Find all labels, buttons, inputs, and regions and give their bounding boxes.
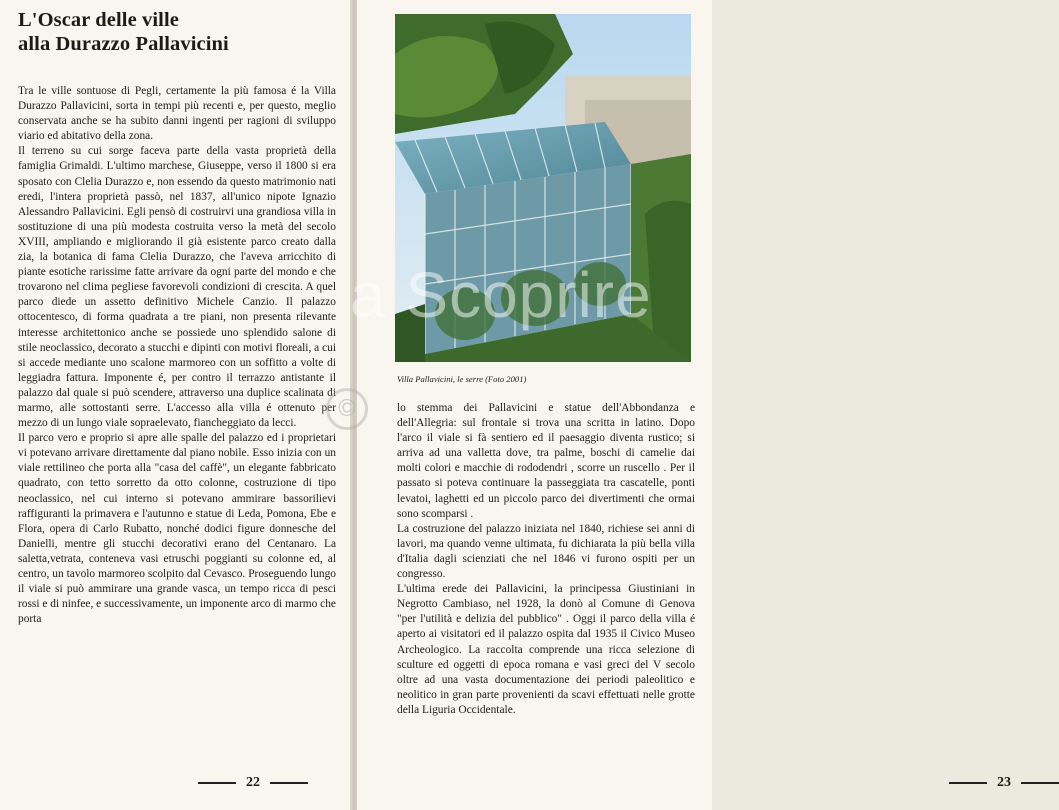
left-body-text <box>18 84 336 756</box>
right-paragraph-3: L'ultima erede dei Pallavicini, la principessa Giustiniani in Negrotto Cambiaso, nel 1928, la donò al Comune di Genova "per l'utilità e delizia del pubblico" . Oggi il parco della villa é aperto ai visitatori ed il palazzo ospita dal 1935 il Civico Museo Archeologico. La raccolta comprende una ricca selezione di sculture ed oggetti di epoca romana e vasi greci del V secolo oltre ad una vasta documentazione dei periodi paleolitico e neolitico in gran parte provenienti da scavi effettuati nelle grotte della Liguria Occidentale. <box>397 583 695 716</box>
horizontal-rule-icon <box>949 782 987 784</box>
horizontal-rule-icon <box>270 782 308 784</box>
photo-caption: Villa Pallavicini, le serre (Foto 2001) <box>397 374 527 384</box>
right-page <box>357 0 1011 810</box>
right-paragraph-2: La costruzione del palazzo iniziata nel 1840, richiese sei anni di lavori, ma quando venne ultimata, fu dichiarata la più bella villa d'Italia dagli scienziati che nel 1846 vi furono ospiti per un congresso. <box>397 522 695 581</box>
left-page <box>0 0 352 810</box>
left-paragraph-3: Il parco vero e proprio si apre alle spalle del palazzo ed i proprietari vi potevano arrivare direttamente dal piano nobile. Esso inizia con un viale rettilineo che porta alla "casa del caffè", un elegante fabbricato quadrato, con tetto sorretto da otto colonne, costruzione di tipo neoclassico, nel cui interno si potevano ammirare bassorilievi raffiguranti la primavera e l'autunno e statue di Leda, Pomona, Ebe e Flora, opera di Carlo Rubatto, nonché dodici figure donnesche del Danielli, mentre gli stucchi decorativi erano del Centanaro. La saletta,vetrata, conteneva vasi etruschi poggianti su colonne ed, al centro, un tavolo marmoreo scolpito dal Cevasco. Proseguendo lungo il viale si può ammirare una grande vasca, un tempo ricca di pesci rossi e di ninfee, e successivamente, un imponente arco di marmo che porta <box>18 432 336 626</box>
title-line-2: alla Durazzo Pallavicini <box>18 33 229 55</box>
horizontal-rule-icon <box>1021 782 1059 784</box>
watermark-text: a Scoprire <box>350 259 652 331</box>
right-body-text <box>397 401 695 753</box>
horizontal-rule-icon <box>198 782 236 784</box>
right-paragraph-1: lo stemma dei Pallavicini e statue dell'Abbondanza e dell'Allegria: sul frontale si trova una scritta in latino. Dopo l'arco il viale si fà sentiero ed il paesaggio diventa rustico; si arriva ad una valletta dove, tra palme, boschi di camelie dai molti colori e macchie di rododendri , scorre un ruscello . Per il passato si poteva continuare la passeggiata tra cascatelle, ponti levatoi, laghetti ed un piccolo parco dei divertimenti che ormai sono scomparsi . <box>397 402 695 520</box>
greenhouse-illustration <box>395 14 691 362</box>
title-line-1: L'Oscar delle ville <box>18 9 179 31</box>
right-folio <box>949 772 1059 794</box>
copyright-icon: © <box>326 388 368 430</box>
right-page-number: 23 <box>997 775 1011 790</box>
left-paragraph-2: Il terreno su cui sorge faceva parte della vasta proprietà della famiglia Grimaldi. L'ultimo marchese, Giuseppe, verso il 1800 si era sposato con Clelia Durazzo e, non essendo da questo matrimonio nati eredi, l'intera proprietà passò, nel 1837, all'unico nipote Ignazio Alessandro Pallavicini. Egli pensò di costruirvi una grandiosa villa in sostituzione di una più modesta costruita verso la metà del secolo XVIII, ampliando e migliorando il già esistente parco creato dalla zia, la botanica di fama Clelia Durazzo, che l'aveva arricchito di piante esotiche rarissime fatte arrivare da ogni parte del mondo e che trovarono nel clima pegliese favorevoli condizioni di crescita. A quel parco diede un assetto definitivo Michele Canzio. Il palazzo ottocentesco, di forma quadrata a tre piani, non presenta rilevante interesse architettonico anche se possiede uno splendido salone di stile neoclassico, decorato a stucchi e dipinti con motivi floreali, a cui si accede mediante uno scalone marmoreo con un soffitto a volte di leggiadra fattura. Imponente é, per contro il terrazzo antistante il palazzo dal quale si può scendere, attraverso una duplice scalinata di marmo, alle sottostanti serre. L'accesso alla villa é ottenuto per mezzo di un lungo viale sopraelevato, fiancheggiato da lecci. <box>18 145 336 430</box>
left-paragraph-1: Tra le ville sontuose di Pegli, certamente la più famosa é la Villa Durazzo Pallavicini, sorta in tempi più recenti e, per questo, meglio conservata anche se ha subito danni ingenti per ragioni di sviluppo viario ed abitativo della zona. <box>18 85 336 143</box>
greenhouse-photo <box>395 14 691 362</box>
left-page-number: 22 <box>246 775 260 790</box>
left-folio <box>198 772 308 794</box>
article-title <box>18 8 338 56</box>
